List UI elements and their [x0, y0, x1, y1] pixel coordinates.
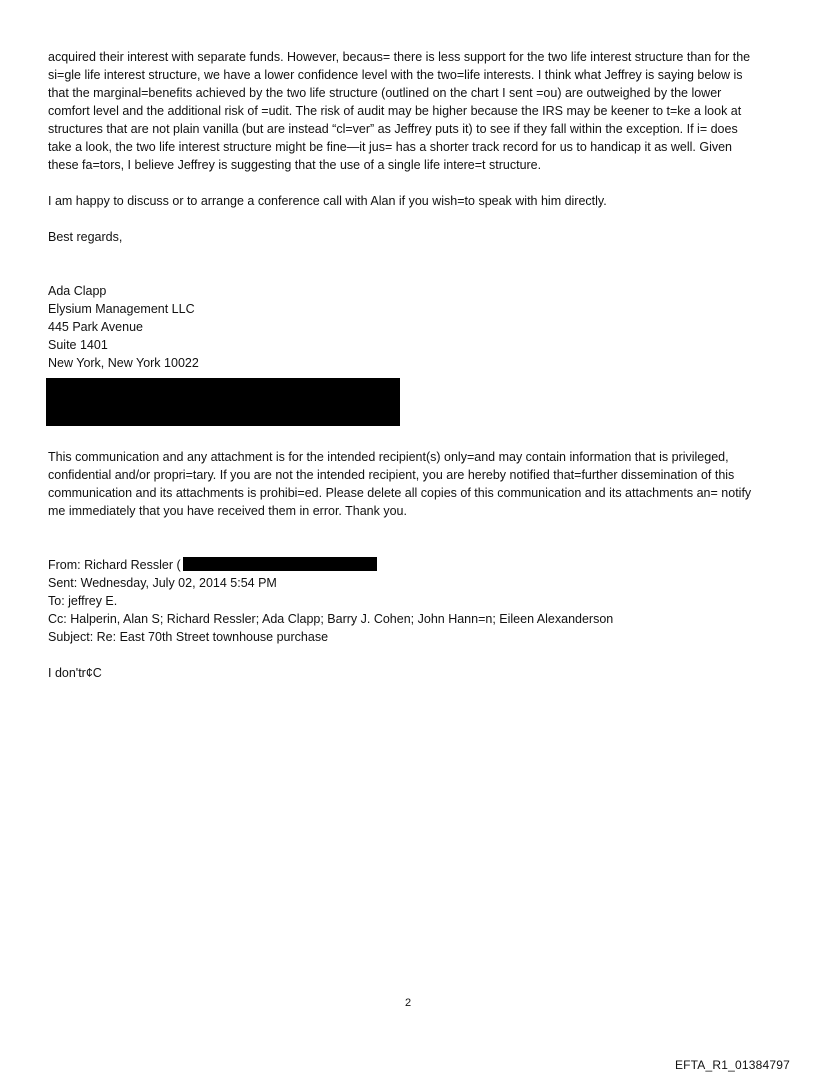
- signature-block: [48, 282, 764, 372]
- body-paragraph-2: I am happy to discuss or to arrange a conference call with Alan if you wish=to speak with him directly.: [48, 194, 607, 208]
- to-line: To: jeffrey E.: [48, 594, 118, 608]
- reply-body: I don'tr¢C: [48, 666, 102, 680]
- signature-city: New York, New York 10022: [48, 356, 199, 370]
- subject-line: Subject: Re: East 70th Street townhouse purchase: [48, 630, 329, 644]
- signature-suite: Suite 1401: [48, 338, 108, 352]
- body-paragraph-1: acquired their interest with separate funds. However, becaus= there is less support for the two life interest structure than for the si=gle life interest structure, we have a lower confidence level with the two=life interests. I think what Jeffrey is saying below is that the marginal=benefits achieved by the two life structure (outlined on the chart I sent =ou) are outweighed by the lower comfort level and the additional risk of =udit. The risk of audit may be higher because the IRS may be keener to t=ke a look at structures that are not plain vanilla (but are instead “cl=ver” as Jeffrey puts it) to see if they fall within the exception. If i= does take a look, the two life interest structure might be fine—it jus= has a shorter track record for us to handicap it as well. Given these fa=tors, I believe Jeffrey is suggesting that the use of a single life intere=t structure.: [48, 50, 751, 172]
- footer-document-id: EFTA_R1_01384797: [674, 1058, 790, 1072]
- email-document: [48, 48, 764, 682]
- from-line: [48, 556, 764, 574]
- from-text: From: Richard Ressler (: [48, 558, 181, 572]
- cc-line: Cc: Halperin, Alan S; Richard Ressler; Ada Clapp; Barry J. Cohen; John Hann=n; Eileen Alexanderson: [48, 612, 614, 626]
- signature-street: 445 Park Avenue: [48, 320, 143, 334]
- redaction-inline: [183, 557, 377, 571]
- page-number: 2: [404, 997, 412, 1009]
- confidentiality-disclaimer: This communication and any attachment is for the intended recipient(s) only=and may contain information that is privileged, confidential and/or propri=tary. If you are not the intended recipient, you are hereby notified that=further dissemination of this communication and its attachments is prohibi=ed. Please delete all copies of this communication and its attachments an= notify me immediately that you have received them in error. Thank you.: [48, 450, 752, 518]
- closing: Best regards,: [48, 230, 123, 244]
- email-header: [48, 556, 764, 646]
- signature-company: Elysium Management LLC: [48, 302, 195, 316]
- redaction-block: [46, 378, 400, 426]
- sent-line: Sent: Wednesday, July 02, 2014 5:54 PM: [48, 576, 277, 590]
- signature-name: Ada Clapp: [48, 284, 107, 298]
